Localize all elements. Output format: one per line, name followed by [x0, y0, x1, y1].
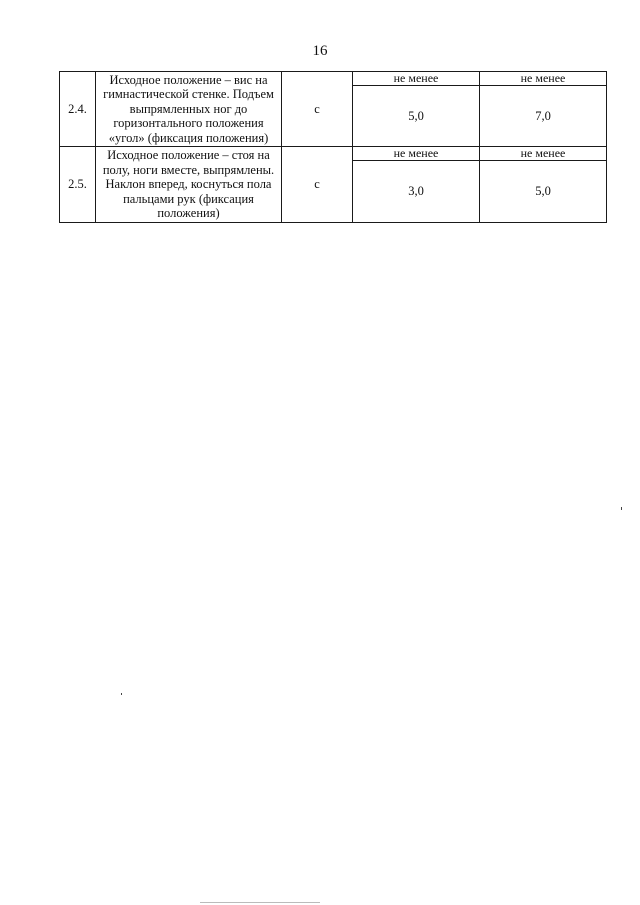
norm-qualifier: не менее	[480, 147, 607, 161]
unit-cell: с	[282, 72, 353, 147]
unit-cell: с	[282, 147, 353, 223]
row-number: 2.4.	[60, 72, 96, 147]
exercise-description: Исходное положение – вис на гимнастической стенке. Подъем выпрямленных ног до горизонтального положения «угол» (фиксация положения)	[96, 72, 282, 147]
table-row	[60, 72, 607, 86]
norm-value: 5,0	[480, 161, 607, 223]
scan-speck	[200, 902, 320, 903]
norm-value: 5,0	[353, 86, 480, 147]
page-number: 16	[312, 43, 328, 59]
norm-qualifier: не менее	[353, 72, 480, 86]
norm-value: 7,0	[480, 86, 607, 147]
scan-speck	[621, 507, 622, 510]
row-number: 2.5.	[60, 147, 96, 223]
norms-table	[59, 71, 607, 223]
table-row	[60, 147, 607, 161]
norm-qualifier: не менее	[480, 72, 607, 86]
norm-qualifier: не менее	[353, 147, 480, 161]
exercise-description: Исходное положение – стоя на полу, ноги вместе, выпрямлены. Наклон вперед, коснуться пола пальцами рук (фиксация положения)	[96, 147, 282, 223]
scan-speck	[121, 693, 122, 695]
norm-value: 3,0	[353, 161, 480, 223]
